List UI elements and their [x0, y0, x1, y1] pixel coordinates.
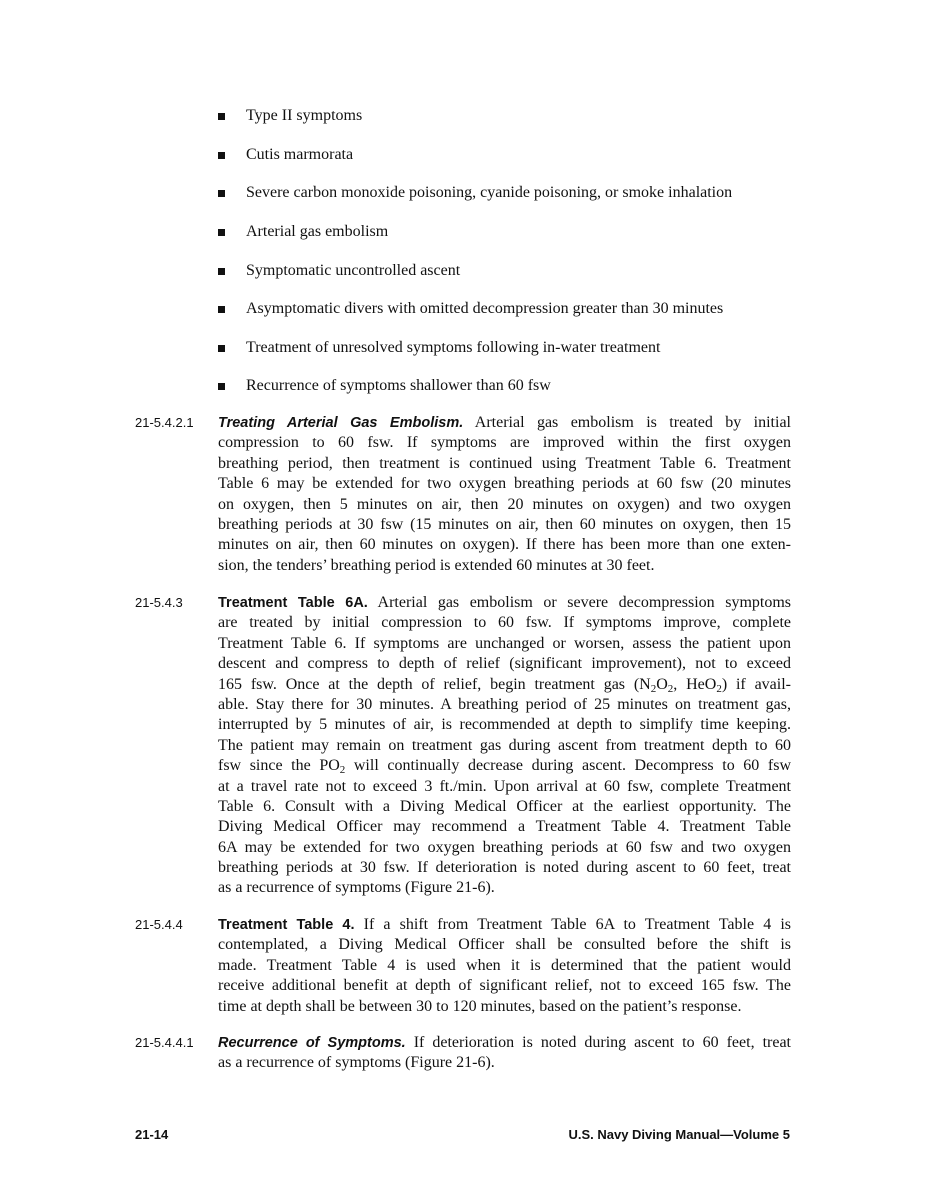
text-line	[218, 613, 791, 633]
section-heading: Treating Arterial Gas Embolism.	[218, 415, 464, 431]
text-line	[218, 976, 791, 996]
text-line	[218, 1033, 791, 1053]
text-line	[218, 858, 791, 878]
line-text: If a shift from Treatment Table 6A to Treatment Table 4 is	[354, 916, 792, 933]
square-bullet-icon	[218, 268, 225, 275]
text-line	[218, 535, 791, 555]
bullet-text: Symptomatic uncontrolled ascent	[246, 262, 461, 279]
line-text: breathing periods at 30 fsw. If deterioration is noted during ascent to 60 feet, treat	[218, 859, 791, 877]
line-text: fsw since the PO	[218, 757, 340, 775]
text-line	[218, 956, 791, 976]
text-line	[218, 1053, 791, 1073]
line-text: 6A may be extended for two oxygen breathing periods at 60 fsw and two oxygen	[218, 838, 791, 856]
manual-title: U.S. Navy Diving Manual—Volume 5	[568, 1127, 790, 1142]
text-line	[218, 634, 791, 654]
text-line	[218, 756, 791, 776]
text-line	[218, 695, 791, 715]
subscript: 2	[339, 764, 346, 777]
bullet-item	[218, 338, 660, 358]
bullet-text: Arterial gas embolism	[246, 223, 389, 240]
line-text: The patient may remain on treatment gas during ascent from treatment depth to 60	[218, 736, 791, 754]
section-heading: Treatment Table 6A.	[218, 595, 368, 611]
text-line	[218, 556, 791, 576]
square-bullet-icon	[218, 190, 225, 197]
bullet-text: Treatment of unresolved symptoms following in-water treatment	[246, 339, 661, 356]
section-heading: Recurrence of Symptoms.	[218, 1035, 406, 1051]
text-line	[218, 838, 791, 858]
line-text: sion, the tenders’ breathing period is extended 60 minutes at 30 feet.	[218, 556, 655, 574]
text-line	[218, 777, 791, 797]
square-bullet-icon	[218, 306, 225, 313]
text-line	[218, 878, 791, 898]
line-text: time at depth shall be between 30 to 120 minutes, based on the patient’s response.	[218, 997, 742, 1015]
line-text: receive additional benefit at depth of significant relief, not to exceed 165 fsw. The	[218, 977, 791, 995]
text-line	[218, 654, 791, 674]
text-line	[218, 454, 791, 474]
section-heading: Treatment Table 4.	[218, 917, 355, 933]
line-text: Arterial gas embolism is treated by initial	[463, 414, 791, 431]
text-line	[218, 915, 791, 935]
line-text: breathing periods at 30 fsw (15 minutes on air, then 60 minutes on oxygen, then 15	[218, 515, 791, 533]
line-text: as a recurrence of symptoms (Figure 21-6).	[218, 879, 495, 897]
text-line	[218, 715, 791, 735]
square-bullet-icon	[218, 113, 225, 120]
section-number: 21-5.4.4.1	[135, 1035, 194, 1050]
text-line	[218, 433, 791, 453]
line-text: will continually decrease during ascent. Decompress to 60 fsw	[345, 757, 791, 775]
subscript: 2	[667, 682, 674, 695]
bullet-item	[218, 299, 723, 319]
bullet-text: Type II symptoms	[246, 107, 363, 124]
text-line	[218, 797, 791, 817]
square-bullet-icon	[218, 152, 225, 159]
line-text: descent and compress to depth of relief (significant improvement), not to exceed	[218, 655, 791, 673]
line-text: compression to 60 fsw. If symptoms are improved within the first oxygen	[218, 434, 791, 452]
text-line	[218, 495, 791, 515]
section-number: 21-5.4.3	[135, 595, 183, 610]
line-text: made. Treatment Table 4 is used when it is determined that the patient would	[218, 956, 791, 974]
line-text: are treated by initial compression to 60 fsw. If symptoms improve, complete	[218, 614, 791, 632]
line-text: Table 6 may be extended for two oxygen breathing periods at 60 fsw (20 minutes	[218, 475, 791, 493]
line-text: Treatment Table 6. If symptoms are unchanged or worsen, assess the patient upon	[218, 634, 791, 652]
bullet-text: Asymptomatic divers with omitted decompression greater than 30 minutes	[246, 300, 724, 317]
bullet-text: Cutis marmorata	[246, 146, 354, 163]
line-text: at a travel rate not to exceed 3 ft./min. Upon arrival at 60 fsw, complete Treatment	[218, 777, 791, 795]
line-text: on oxygen, then 5 minutes on air, then 20 minutes on oxygen) and two oxygen	[218, 495, 791, 513]
line-text: Arterial gas embolism or severe decompression symptoms	[367, 594, 792, 611]
subscript: 2	[716, 682, 722, 695]
line-text: interrupted by 5 minutes of air, is recommended at depth to simplify time keeping.	[218, 716, 791, 734]
bullet-item	[218, 183, 732, 203]
page-number: 21-14	[135, 1127, 169, 1142]
line-text: 165 fsw. Once at the depth of relief, begin treatment gas (N	[218, 675, 651, 693]
square-bullet-icon	[218, 383, 225, 390]
text-line	[218, 474, 791, 494]
text-line	[218, 675, 791, 695]
line-text: ) if avail-	[721, 675, 791, 693]
line-text: as a recurrence of symptoms (Figure 21-6).	[218, 1054, 495, 1072]
line-text: If deterioration is noted during ascent to 60 feet, treat	[405, 1034, 791, 1051]
bullet-text: Recurrence of symptoms shallower than 60 fsw	[246, 377, 551, 394]
bullet-item	[218, 261, 460, 281]
line-text: minutes on air, then 60 minutes on oxygen). If there has been more than one exten-	[218, 536, 791, 554]
line-text: breathing period, then treatment is continued using Treatment Table 6. Treatment	[218, 454, 791, 472]
line-text: contemplated, a Diving Medical Officer shall be consulted before the shift is	[218, 936, 791, 954]
square-bullet-icon	[218, 229, 225, 236]
section-number: 21-5.4.4	[135, 917, 183, 932]
text-line	[218, 997, 791, 1017]
text-line	[218, 593, 791, 613]
text-line	[218, 817, 791, 837]
text-line	[218, 935, 791, 955]
bullet-item	[218, 145, 353, 165]
square-bullet-icon	[218, 345, 225, 352]
text-line	[218, 736, 791, 756]
line-text: Diving Medical Officer may recommend a Treatment Table 4. Treatment Table	[218, 818, 791, 836]
bullet-item	[218, 376, 551, 396]
bullet-item	[218, 222, 388, 242]
bullet-item	[218, 106, 362, 126]
text-line	[218, 515, 791, 535]
line-text: able. Stay there for 30 minutes. A breathing period of 25 minutes on treatment gas,	[218, 695, 791, 713]
line-text: Table 6. Consult with a Diving Medical Officer at the earliest opportunity. The	[218, 797, 791, 815]
bullet-text: Severe carbon monoxide poisoning, cyanide poisoning, or smoke inhalation	[246, 184, 733, 201]
text-line	[218, 413, 791, 433]
line-text: O	[656, 675, 668, 693]
subscript: 2	[650, 682, 657, 695]
section-number: 21-5.4.2.1	[135, 415, 194, 430]
line-text: , HeO	[673, 675, 717, 693]
